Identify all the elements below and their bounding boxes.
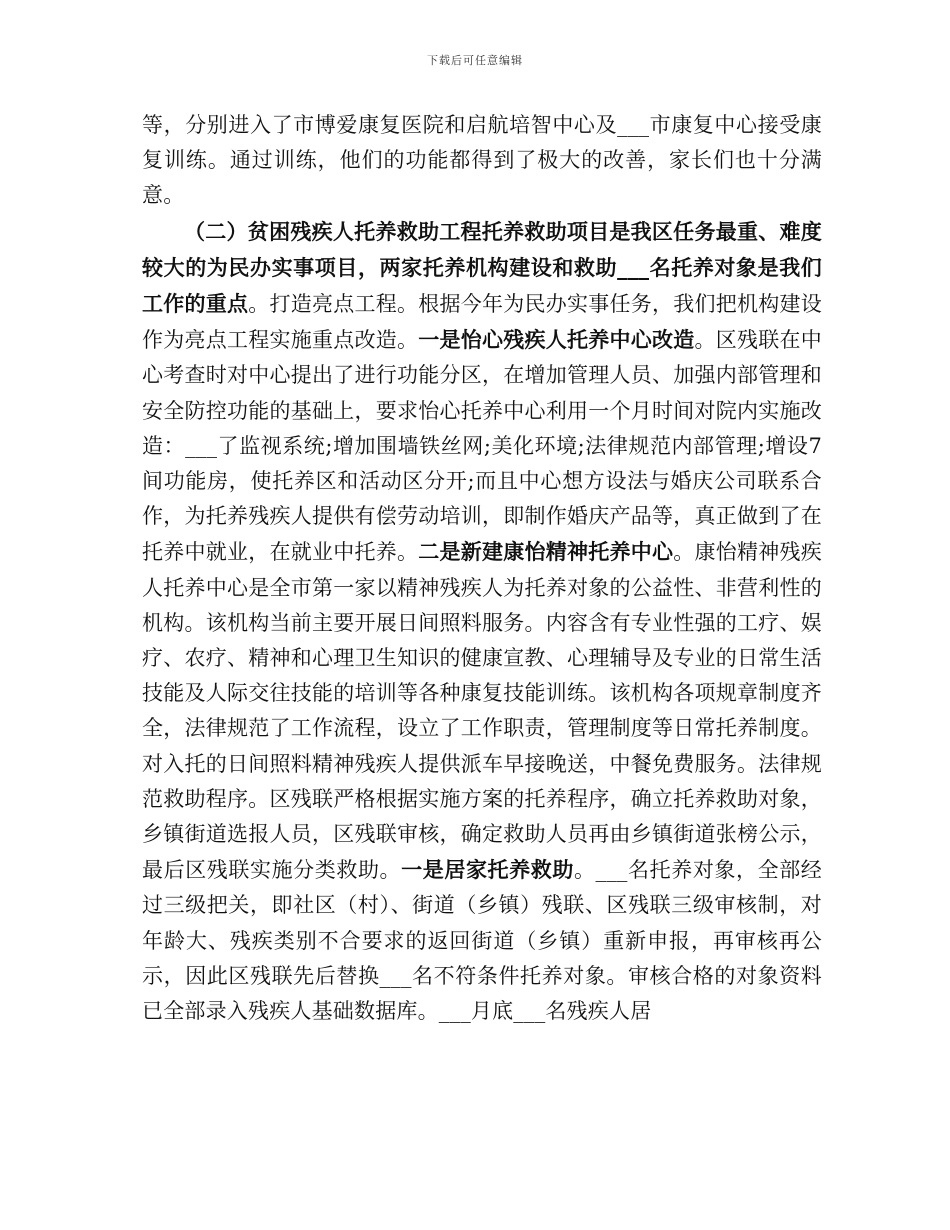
paragraph-1: 等，分别进入了市博爱康复医院和启航培智中心及___市康复中心接受康复训练。通过训练，他们的功能都得到了极大的改善，家长们也十分满意。 xyxy=(142,113,822,208)
paragraph-2 xyxy=(142,214,822,1030)
paragraph-2-text-1: 。打造亮点工程。根据今年为民办实事任务，我们把机构建设作为亮点工程实施重点改造。 xyxy=(142,292,822,353)
subheading-1: 一是怡心残疾人托养中心改造 xyxy=(418,327,695,353)
paragraph-2-text-4: 。___名托养对象，全部经过三级把关，即社区（村）、街道（乡镇）残联、区残联三级审核制，对年龄大、残疾类别不合要求的返回街道（乡镇）重新申报，再审核再公示，因此区残联先后替换___名不符条件托养对象。审核合格的对象资料已全部录入残疾人基础数据库。___月底___名残疾人居 xyxy=(142,858,822,1024)
paragraph-2-text-2: 。区残联在中心考查时对中心提出了进行功能分区，在增加管理人员、加强内部管理和安全防控功能的基础上，要求怡心托养中心利用一个月时间对院内实施改造：___了监视系统;增加围墙铁丝网;美化环境;法律规范内部管理;增设7间功能房，使托养区和活动区分开;而且中心想方设法与婚庆公司联系合作，为托养残疾人提供有偿劳动培训，即制作婚庆产品等，真正做到了在托养中就业，在就业中托养。 xyxy=(142,328,822,565)
paragraph-2-text-3: 。康怡精神残疾人托养中心是全市第一家以精神残疾人为托养对象的公益性、非营利性的机构。该机构当前主要开展日间照料服务。内容含有专业性强的工疗、娱疗、农疗、精神和心理卫生知识的健康宣教、心理辅导及专业的日常生活技能及人际交往技能的培训等各种康复技能训练。该机构各项规章制度齐全，法律规范了工作流程，设立了工作职责，管理制度等日常托养制度。对入托的日间照料精神残疾人提供派车早接晚送，中餐免费服务。法律规范救助程序。区残联严格根据实施方案的托养程序，确立托养救助对象，乡镇街道选报人员，区残联审核，确定救助人员再由乡镇街道张榜公示，最后区残联实施分类救助。 xyxy=(142,540,822,883)
subheading-3: 一是居家托养救助 xyxy=(401,857,574,883)
subheading-2: 二是新建康怡精神托养中心 xyxy=(418,539,674,565)
section-heading: （二）贫困残疾人托养救助工程托养救助项目是我区任务最重、难度较大的为民办实事项目，两家托养机构建设和救助___名托养对象是我们工作的重点 xyxy=(142,218,822,317)
page-header: 下载后可任意编辑 xyxy=(427,54,523,67)
document-body xyxy=(142,108,822,1029)
